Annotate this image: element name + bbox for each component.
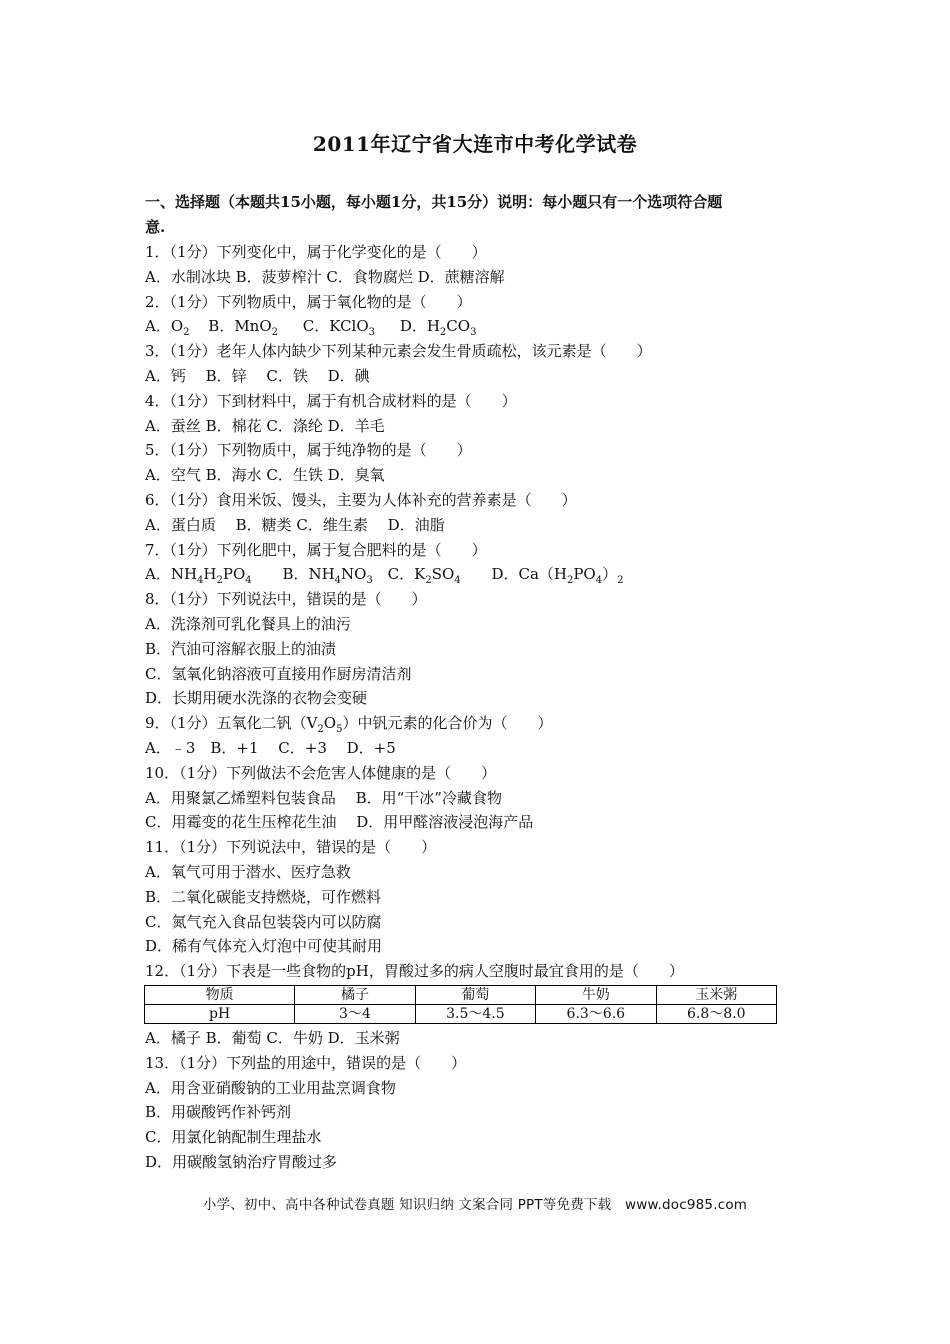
question-12-stem: 12．（1分）下表是一些食物的pH，胃酸过多的病人空腹时最宜食用的是（ ）: [145, 962, 684, 981]
question-13-option-d: D．用碳酸氢钠治疗胃酸过多: [145, 1152, 338, 1171]
question-11-option-a: A．氧气可用于潜水、医疗急救: [145, 862, 351, 881]
question-6-options: A．蛋白质 B．糖类 C．维生素 D．油脂: [145, 515, 445, 534]
question-10-options-ab: A．用聚氯乙烯塑料包装食品 B．用“干冰”冷藏食物: [145, 788, 502, 807]
section-heading-line1: 一、选择题（本题共15小题，每小题1分，共15分）说明：每小题只有一个选项符合题: [145, 193, 723, 211]
question-7-stem: 7．（1分）下列化肥中，属于复合肥料的是（ ）: [145, 540, 487, 559]
question-8-stem: 8．（1分）下列说法中，错误的是（ ）: [145, 590, 427, 609]
question-11-stem: 11．（1分）下列说法中，错误的是（ ）: [145, 838, 437, 857]
question-11-option-b: B．二氧化碳能支持燃烧，可作燃料: [145, 887, 382, 906]
table-cell: 玉米粥: [656, 985, 776, 1004]
question-4-stem: 4．（1分）下到材料中，属于有机合成材料的是（ ）: [145, 391, 517, 410]
question-9-options: A．﹣3 B．+1 C．+3 D．+5: [145, 738, 396, 757]
question-2-stem: 2．（1分）下列物质中，属于氧化物的是（ ）: [145, 292, 472, 311]
table-cell: 橘子: [295, 985, 415, 1004]
question-8-option-a: A．洗涤剂可乳化餐具上的油污: [145, 614, 351, 633]
question-2-options: A．$O_2$ B．MnO$_2$ C．KClO$_3$ D．$H_2CO_3$: [145, 317, 477, 339]
question-4-options: A．蚕丝 B．棉花 C．涤纶 D．羊毛: [145, 416, 385, 435]
table-cell: 3～4: [295, 1004, 415, 1023]
table-cell: 3.5～4.5: [415, 1004, 535, 1023]
question-3-stem: 3．（1分）老年人体内缺少下列某种元素会发生骨质疏松，该元素是（ ）: [145, 342, 652, 361]
table-cell: 物质: [145, 985, 295, 1004]
section-heading-line2: 意.: [145, 217, 166, 236]
table-cell: 葡萄: [415, 985, 535, 1004]
ph-table-header-row: [145, 985, 777, 1004]
question-13-option-b: B．用碳酸钙作补钙剂: [145, 1103, 292, 1122]
question-8-option-c: C．氢氧化钠溶液可直接用作厨房清洁剂: [145, 664, 412, 683]
question-5-stem: 5．（1分）下列物质中，属于纯净物的是（ ）: [145, 441, 472, 460]
table-cell: 6.3～6.6: [536, 1004, 656, 1023]
questions: [145, 240, 805, 1175]
question-13-option-a: A．用含亚硝酸钠的工业用盐烹调食物: [145, 1078, 396, 1097]
question-13-stem: 13．（1分）下列盐的用途中，错误的是（ ）: [145, 1053, 467, 1072]
question-6-stem: 6．（1分）食用米饭、馒头，主要为人体补充的营养素是（ ）: [145, 490, 577, 509]
question-8-option-d: D．长期用硬水洗涤的衣物会变硬: [145, 689, 368, 708]
question-12-options: A．橘子 B．葡萄 C．牛奶 D．玉米粥: [145, 1028, 400, 1047]
question-7-options: A．$NH_4H_2PO_4$ B．$NH_4NO_3$ C．$K_2SO_4$ D．$Ca(H_2PO_4)_2$: [145, 565, 624, 587]
ph-table-value-row: [145, 1004, 777, 1023]
question-5-options: A．空气 B．海水 C．生铁 D．臭氧: [145, 466, 385, 485]
question-8-option-b: B．汽油可溶解衣服上的油渍: [145, 639, 337, 658]
question-10-stem: 10．（1分）下列做法不会危害人体健康的是（ ）: [145, 763, 497, 782]
question-1-stem: 1．（1分）下列变化中，属于化学变化的是（ ）: [145, 243, 487, 261]
ph-table: [144, 985, 777, 1024]
section-heading: [145, 190, 805, 239]
question-3-options: A．钙 B．锌 C．铁 D．碘: [145, 366, 370, 385]
question-13-option-c: C．用氯化钠配制生理盐水: [145, 1128, 322, 1147]
table-cell: pH: [145, 1004, 295, 1023]
page-title: 2011年辽宁省大连市中考化学试卷: [312, 132, 638, 156]
question-11-option-c: C．氮气充入食品包装袋内可以防腐: [145, 912, 382, 931]
question-11-option-d: D．稀有气体充入灯泡中可使其耐用: [145, 937, 383, 956]
footer-download-link[interactable]: 小学、初中、高中各种试卷真题 知识归纳 文案合同 PPT等免费下载 www.doc985.com: [202, 1197, 748, 1213]
question-1-options: A．水制冰块 B．菠萝榨汁 C．食物腐烂 D．蔗糖溶解: [145, 267, 505, 286]
question-9-stem: 9．（1分）五氧化二钒$(V_2O_5)$中钒元素的化合价为（ ）: [145, 714, 553, 736]
table-cell: 牛奶: [536, 985, 656, 1004]
table-cell: 6.8～8.0: [656, 1004, 776, 1023]
question-10-options-cd: C．用霉变的花生压榨花生油 D．用甲醛溶液浸泡海产品: [145, 813, 534, 832]
